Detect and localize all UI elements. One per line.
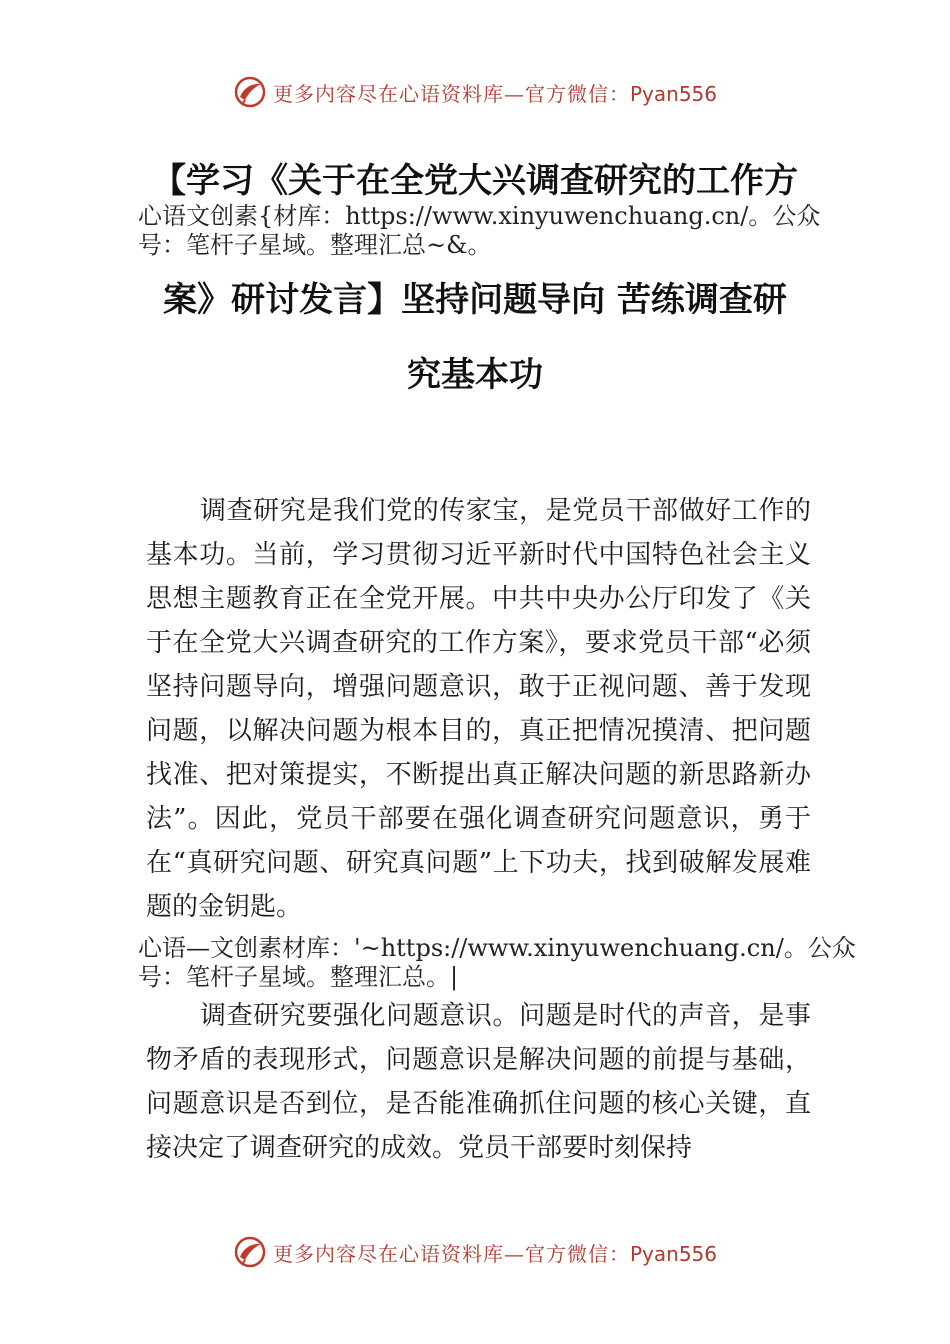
doc-title-line-1: 【学习《关于在全党大兴调查研究的工作方	[152, 161, 798, 201]
banner-wechat-id: Pyan556	[629, 81, 717, 106]
header-banner	[0, 70, 950, 114]
body-paragraph-1: 调查研究是我们党的传家宝，是党员干部做好工作的基本功。当前，学习贯彻习近平新时代中国特色社会主义思想主题教育正在全党开展。中共中央办公厅印发了《关于在全党大兴调查研究的工作方案》，要求党员干部“必须坚持问题导向，增强问题意识，敢于正视问题、善于发现问题，以解决问题为根本目的，真正把情况摸清、把问题找准、把对策提实，不断提出真正解决问题的新思路新办法”。因此，党员干部要在强化调查研究问题意识，勇于在“真研究问题、研究真问题”上下功夫，找到破解发展难题的金钥匙。	[146, 496, 811, 922]
pen-logo-icon	[233, 75, 267, 109]
watermark-text-2: 心语—文创素材库：'~https://www.xinyuwenchuang.cn/。公众号：笔杆子星域。整理汇总。|	[138, 934, 856, 991]
doc-title-line-3: 究基本功	[407, 355, 543, 395]
pen-logo-icon	[233, 1235, 267, 1269]
footer-banner	[0, 1230, 950, 1274]
footer-banner-text: 更多内容尽在心语资料库—官方微信：Pyan556	[272, 1241, 717, 1266]
watermark-text: 心语文创素{材库：https://www.xinyuwenchuang.cn/。公众号：笔杆子星域。整理汇总~&。	[138, 202, 821, 259]
banner-text: 更多内容尽在心语资料库—官方微信：Pyan556	[272, 81, 717, 106]
doc-title-line-2: 案》研讨发言】坚持问题导向 苦练调查研	[163, 280, 787, 320]
footer-wechat-id: Pyan556	[629, 1241, 717, 1266]
body-paragraph-2: 调查研究要强化问题意识。问题是时代的声音，是事物矛盾的表现形式，问题意识是解决问题的前提与基础，问题意识是否到位，是否能准确抓住问题的核心关键，直接决定了调查研究的成效。党员干部要时刻保持	[146, 1001, 811, 1163]
